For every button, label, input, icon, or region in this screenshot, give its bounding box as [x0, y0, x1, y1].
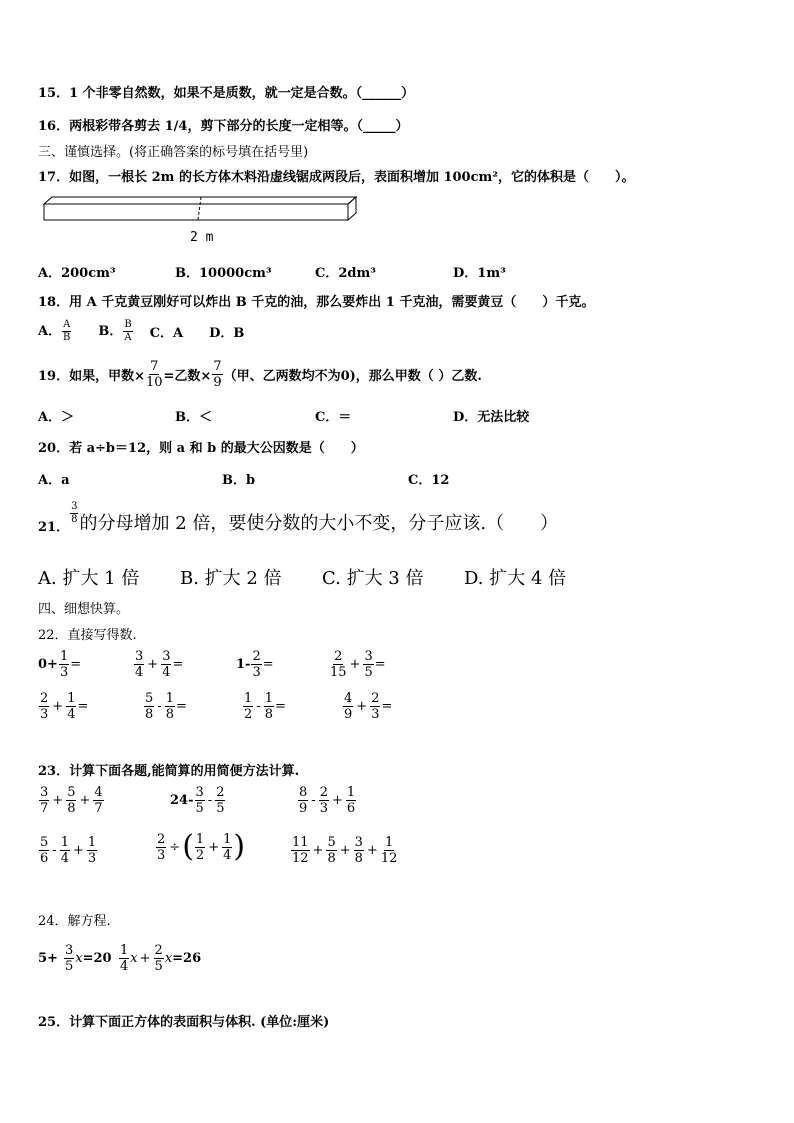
q22-item: 1- $\frac{2}{3}$ =: [236, 649, 274, 680]
section-3-heading: 三、谨慎选择。(将正确答案的标号填在括号里): [38, 145, 309, 160]
q22-item: 0+ $\frac{1}{3}$ =: [38, 649, 82, 680]
question-15: 15．1 个非零自然数，如果不是质数，就一定是合数。（______）: [38, 86, 415, 101]
question-19: 19．如果，甲数× $\frac{7}{10}$ =乙数× $\frac{7}{9}$ （甲、乙两数均不为0)，那么甲数（ ）乙数.: [38, 359, 482, 390]
question-21: 21． $\frac{3}{8}$ 的分母增加 2 倍，要使分数的大小不变，分子应该.（ ）: [38, 501, 559, 535]
question-22: 22．直接写得数.: [38, 628, 137, 643]
q23-item: $\frac{5}{6}$ - $\frac{1}{4}$ + $\frac{1}{3}$: [40, 835, 97, 866]
q24-equation-1: 5+ $\frac{3}{5}$ x =20: [38, 943, 112, 974]
block-length-label: 2 m: [190, 230, 214, 245]
q21-option-c[interactable]: C. 扩大 3 倍: [322, 568, 424, 589]
q22-item: $\frac{2}{3}$ + $\frac{1}{4}$ =: [40, 691, 89, 722]
q17-option-c[interactable]: C．2dm³: [315, 266, 376, 281]
q21-option-b[interactable]: B. 扩大 2 倍: [180, 568, 282, 589]
block-end-face: [348, 197, 356, 220]
q23-item: $\frac{11}{12}$ + $\frac{5}{8}$ + $\frac{3}{8}$ + $\frac{1}{12}$: [292, 835, 398, 866]
section-4-heading: 四、细想快算。: [38, 602, 130, 617]
question-18: 18．用 A 千克黄豆刚好可以炸出 B 千克的油，那么要炸出 1 千克油，需要黄豆（ ）千克。: [38, 295, 595, 310]
q17-option-a[interactable]: A．200cm³: [38, 266, 116, 281]
q19-option-d[interactable]: D．无法比较: [453, 410, 530, 425]
question-23: 23．计算下面各题,能简算的用简便方法计算.: [38, 764, 300, 779]
q23-item: 24- $\frac{3}{5}$ - $\frac{2}{5}$: [170, 785, 225, 816]
q22-item: $\frac{5}{8}$ - $\frac{1}{8}$ =: [145, 691, 187, 722]
q23-item: $\frac{3}{7}$ + $\frac{5}{8}$ + $\frac{4}{7}$: [40, 785, 103, 816]
q20-option-b[interactable]: B．b: [222, 473, 256, 488]
q17-option-b[interactable]: B．10000cm³: [175, 266, 272, 281]
wooden-block-figure: [38, 194, 368, 228]
q19-option-c[interactable]: C．＝: [315, 410, 352, 425]
q23-item: $\frac{8}{9}$ - $\frac{2}{3}$ + $\frac{1}{6}$: [299, 785, 356, 816]
q24-equation-2: $\frac{1}{4}$ x + $\frac{2}{5}$ x =26: [120, 943, 202, 974]
q22-item: $\frac{2}{15}$ + $\frac{3}{5}$ =: [330, 649, 386, 680]
q20-option-c[interactable]: C．12: [408, 473, 450, 488]
block-front-face: [44, 204, 348, 220]
q18-options: [38, 320, 244, 343]
q17-option-d[interactable]: D．1m³: [453, 266, 506, 281]
question-17: 17．如图，一根长 2m 的长方体木料沿虚线锯成两段后，表面积增加 100cm²，它的体积是（ ）。: [38, 170, 635, 185]
q22-item: $\frac{4}{9}$ + $\frac{2}{3}$ =: [344, 691, 393, 722]
q21-option-a[interactable]: A. 扩大 1 倍: [38, 568, 140, 589]
question-20: 20．若 a÷b＝12，则 a 和 b 的最大公因数是（ ）: [38, 441, 364, 456]
question-25: 25．计算下面正方体的表面积与体积. (单位:厘米): [38, 1015, 330, 1030]
q21-option-d[interactable]: D. 扩大 4 倍: [464, 568, 567, 589]
q23-item: $\frac{2}{3}$ ÷ ( $\frac{1}{2}$ + $\frac{1}{4}$ ): [157, 829, 246, 864]
q18-option-d[interactable]: D．B: [209, 326, 245, 341]
q19-option-a[interactable]: A．＞: [38, 410, 75, 425]
q18-option-a[interactable]: A． $\frac{A}{B}$: [38, 319, 71, 343]
q18-option-b[interactable]: B． $\frac{B}{A}$: [98, 319, 132, 343]
q20-option-a[interactable]: A．a: [38, 473, 70, 488]
q22-item: $\frac{1}{2}$ - $\frac{1}{8}$ =: [244, 691, 286, 722]
cut-line: [198, 197, 201, 220]
q18-option-c[interactable]: C．A: [149, 326, 184, 341]
question-24: 24．解方程.: [38, 914, 111, 929]
q22-item: $\frac{3}{4}$ + $\frac{3}{4}$ =: [135, 649, 184, 680]
question-16: 16．两根彩带各剪去 1/4，剪下部分的长度一定相等。（_____）: [38, 119, 409, 134]
q19-option-b[interactable]: B．＜: [175, 410, 212, 425]
